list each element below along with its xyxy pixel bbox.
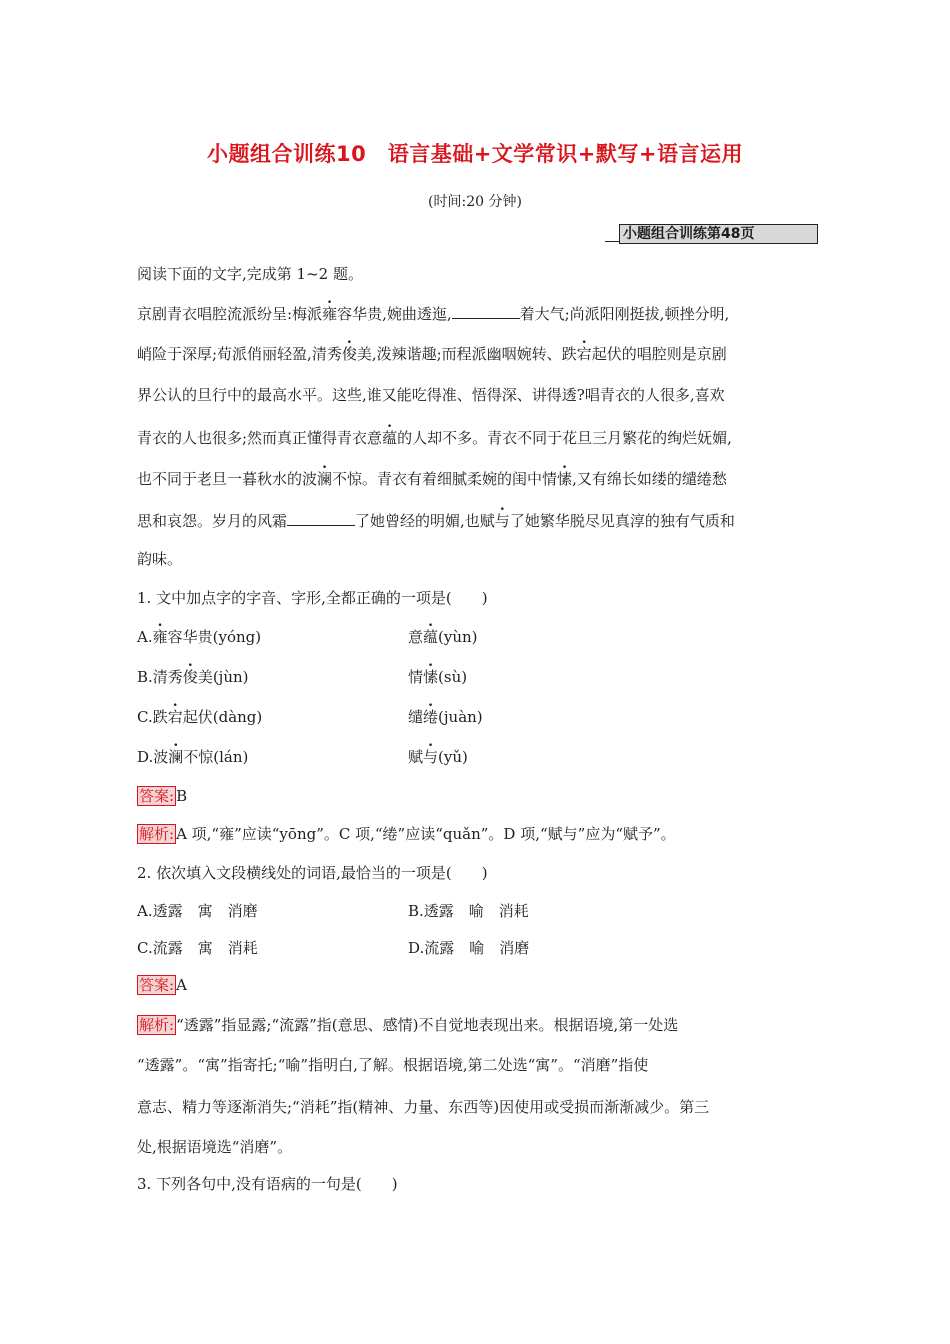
dotted-char: 与 <box>423 748 439 766</box>
page-ref-underline <box>605 241 619 242</box>
dotted-char: 愫 <box>557 470 573 488</box>
passage-line-1 <box>137 303 729 324</box>
text: A. <box>137 628 153 646</box>
answer-tag: 答案: <box>139 976 175 994</box>
passage-line-5 <box>137 468 727 489</box>
q1-option-b-right <box>408 666 467 687</box>
text: 美,泼辣谐趣;而程派幽咽婉转、跌 <box>356 345 577 363</box>
answer-value: A <box>176 976 187 994</box>
q2-analysis-line-2: “透露”。“寓”指寄托;“喻”指明白,了解。根据语境,第二处选“寓”。“消磨”指使 <box>137 1056 649 1074</box>
text: 了她繁华脱尽见真淳的独有气质和 <box>509 512 735 530</box>
q1-answer <box>137 786 187 806</box>
time-limit: (时间:20 分钟) <box>428 194 522 210</box>
passage-line-3: 界公认的旦行中的最高水平。这些,谁又能吃得准、悟得深、讲得透?唱青衣的人很多,喜欢 <box>137 386 725 404</box>
q1-analysis <box>137 823 676 844</box>
dotted-char: 蕴 <box>423 628 439 646</box>
text: D.波 <box>137 748 169 766</box>
dotted-char: 与 <box>494 512 510 530</box>
passage-line-4 <box>137 427 732 448</box>
dotted-char: 俊 <box>182 668 198 686</box>
dotted-char: 雍 <box>322 305 338 323</box>
passage-line-7: 韵味。 <box>137 550 183 568</box>
text: C.跌 <box>137 708 168 726</box>
text: B.清秀 <box>137 668 183 686</box>
text: 容华贵(yóng) <box>167 628 262 646</box>
answer-tag: 答案: <box>139 787 175 805</box>
q2-option-c: C.流露 寓 消耗 <box>137 939 258 957</box>
text: (sù) <box>438 668 468 686</box>
text: 着大气;尚派阳刚挺拔,顿挫分明, <box>519 305 730 323</box>
text: 起伏(dàng) <box>182 708 263 726</box>
page-ref-box: 小题组合训练第48页 <box>619 224 818 244</box>
text: 了她曾经的明媚,也赋 <box>355 512 495 530</box>
dotted-char: 蕴 <box>382 429 398 447</box>
q2-answer <box>137 975 187 995</box>
dotted-char: 宕 <box>167 708 183 726</box>
text: (yǔ) <box>438 748 468 766</box>
analysis-text: “透露”指显露;“流露”指(意思、感情)不自觉地表现出来。根据语境,第一处选 <box>176 1016 679 1034</box>
text: 情 <box>408 668 424 686</box>
analysis-text: A 项,“雍”应读“yōng”。C 项,“绻”应读“quǎn”。D 项,“赋与”应为“赋予”。 <box>176 825 676 843</box>
dotted-char: 澜 <box>317 470 333 488</box>
q1-option-a-right <box>408 626 478 647</box>
text: (juàn) <box>438 708 483 726</box>
text: ,又有绵长如缕的缱绻愁 <box>572 470 727 488</box>
fill-blank-2 <box>287 511 355 526</box>
dotted-char: 俊 <box>341 345 357 363</box>
q1-option-b-left <box>137 666 249 687</box>
q2-option-d: D.流露 喻 消磨 <box>408 939 530 957</box>
analysis-tag: 解析: <box>139 825 175 843</box>
text: 也不同于老旦一暮秋水的波 <box>137 470 318 488</box>
q1-option-c-left <box>137 706 262 727</box>
text: 京剧青衣唱腔流派纷呈:梅派 <box>137 305 323 323</box>
dotted-char: 雍 <box>152 628 168 646</box>
q2-analysis-line-3: 意志、精力等逐渐消失;“消耗”指(精神、力量、东西等)因使用或受损而渐渐减少。第三 <box>137 1098 710 1116</box>
dotted-char: 绻 <box>423 708 439 726</box>
text: 起伏的唱腔则是京剧 <box>591 345 727 363</box>
text: 的人却不多。青衣不同于花旦三月繁花的绚烂妩媚, <box>397 429 732 447</box>
passage-line-6 <box>137 510 735 531</box>
question-1-stem: 1. 文中加点字的字音、字形,全都正确的一项是( ) <box>137 589 488 607</box>
text: 美(jùn) <box>197 668 249 686</box>
text: 容华贵,婉曲透迤, <box>337 305 452 323</box>
q1-option-c-right <box>408 706 483 727</box>
page-title: 小题组合训练10 语言基础+文学常识+默写+语言运用 <box>206 142 743 166</box>
question-2-stem: 2. 依次填入文段横线处的词语,最恰当的一项是( ) <box>137 864 488 882</box>
q1-option-d-right <box>408 746 468 767</box>
q2-option-b: B.透露 喻 消耗 <box>408 902 529 920</box>
passage-intro: 阅读下面的文字,完成第 1~2 题。 <box>137 265 363 283</box>
text: 不惊。青衣有着细腻柔婉的闺中情 <box>332 470 558 488</box>
text: 青衣的人也很多;然而真正懂得青衣意 <box>137 429 383 447</box>
question-3-stem: 3. 下列各句中,没有语病的一句是( ) <box>137 1175 398 1193</box>
text: 意 <box>408 628 424 646</box>
fill-blank-1 <box>452 304 520 319</box>
dotted-char: 宕 <box>576 345 592 363</box>
text: 赋 <box>408 748 424 766</box>
answer-value: B <box>176 787 188 805</box>
text: 缱 <box>408 708 424 726</box>
text: (yùn) <box>438 628 478 646</box>
dotted-char: 愫 <box>423 668 439 686</box>
q1-option-d-left <box>137 746 248 767</box>
q2-analysis-line-1 <box>137 1014 678 1035</box>
text: 思和哀怨。岁月的风霜 <box>137 512 288 530</box>
dotted-char: 澜 <box>168 748 184 766</box>
q1-option-a-left <box>137 626 261 647</box>
q2-option-a: A.透露 寓 消磨 <box>137 902 258 920</box>
passage-line-2 <box>137 343 727 364</box>
analysis-tag: 解析: <box>139 1016 175 1034</box>
q2-analysis-line-4: 处,根据语境选“消磨”。 <box>137 1138 293 1156</box>
text: 峭险于深厚;荀派俏丽轻盈,清秀 <box>137 345 342 363</box>
text: 不惊(lán) <box>183 748 249 766</box>
